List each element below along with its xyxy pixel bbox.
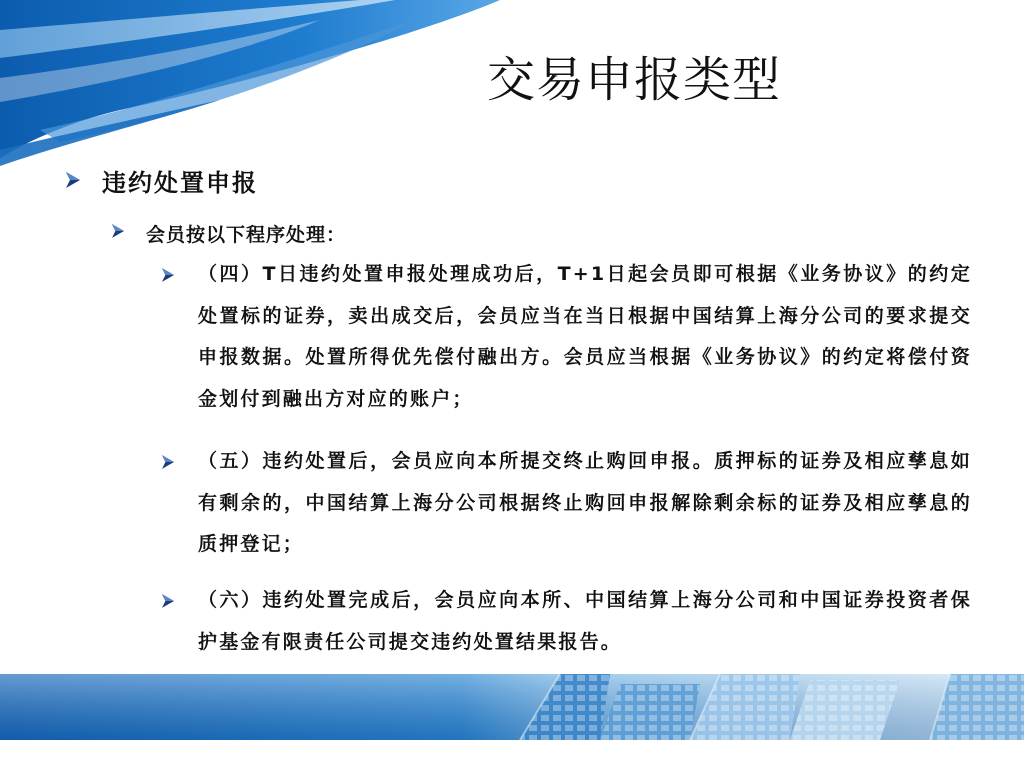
arrow-bullet-icon [162,594,174,608]
arrow-bullet-icon [66,172,80,188]
header-swoosh-graphic [0,0,520,170]
section-heading: 违约处置申报 [102,169,258,197]
procedure-item-4: （四）T日违约处置申报处理成功后，T+1日起会员即可根据《业务协议》的约定处置标的证券，卖出成交后，会员应当在当日根据中国结算上海分公司的要求提交申报数据。处置所得优先偿付融出方。会员应当根据《业务协议》的约定将偿付资金划付到融出方对应的账户； [198,263,972,410]
arrow-bullet-icon [112,224,124,238]
arrow-bullet-icon [162,455,174,469]
sub-heading: 会员按以下程序处理： [146,224,347,246]
footer-building-banner [0,674,1024,740]
procedure-item-5: （五）违约处置后，会员应向本所提交终止购回申报。质押标的证券及相应孳息如有剩余的，中国结算上海分公司根据终止购回申报解除剩余标的证券及相应孳息的质押登记； [198,450,972,555]
page-title: 交易申报类型 [487,52,782,108]
procedure-item-6: （六）违约处置完成后，会员应向本所、中国结算上海分公司和中国证券投资者保护基金有限责任公司提交违约处置结果报告。 [198,589,972,653]
arrow-bullet-icon [162,268,174,282]
